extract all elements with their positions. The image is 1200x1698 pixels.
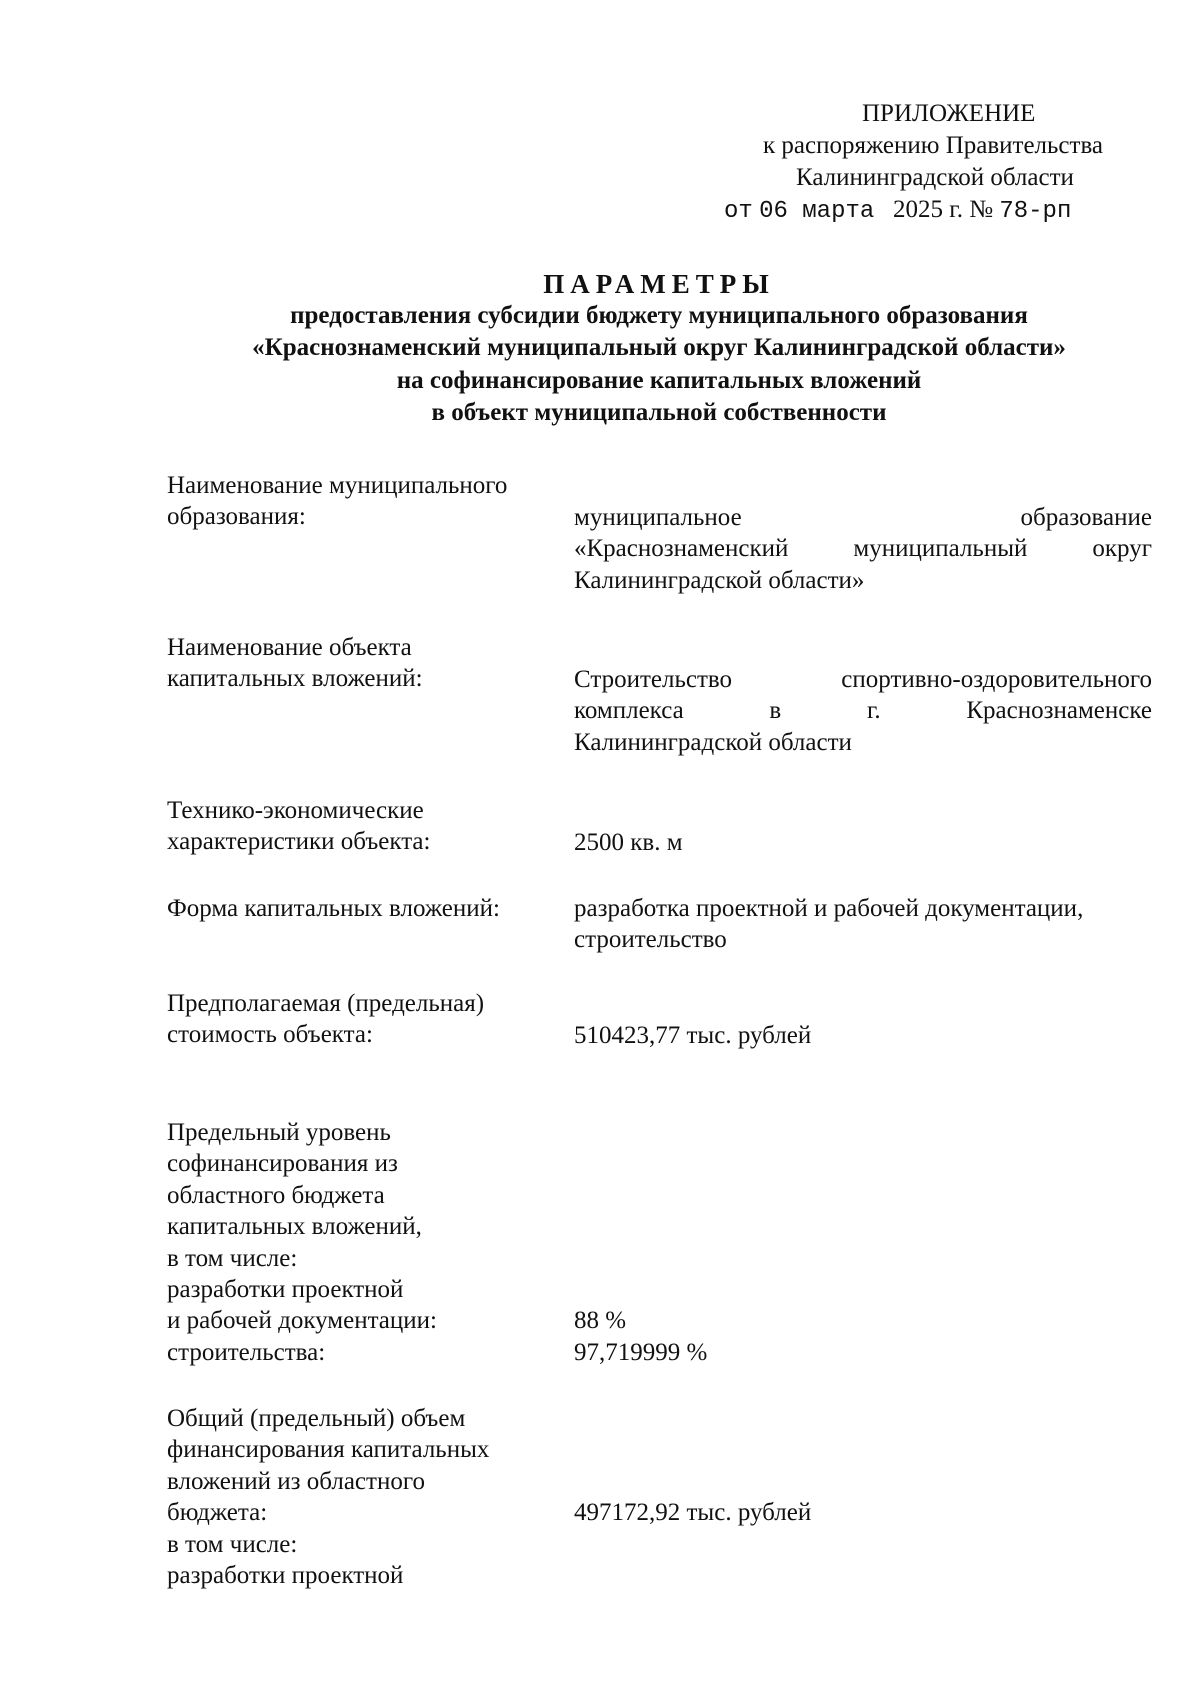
value-word: образование — [1020, 504, 1152, 531]
label-line: вложений из областного — [167, 1467, 425, 1495]
param-value-design: 88 % — [574, 1307, 627, 1334]
label-line: капитальных вложений, — [167, 1213, 422, 1241]
value-line — [574, 695, 1152, 726]
label-line: бюджета: — [167, 1499, 268, 1527]
value-line — [574, 533, 1152, 564]
param-label — [167, 632, 567, 695]
param-value — [574, 502, 1152, 596]
param-value: 497172,92 тыс. рублей — [574, 1499, 812, 1526]
value-word: Строительство — [574, 666, 733, 693]
param-value — [574, 893, 1152, 956]
value-line: строительство — [574, 926, 727, 954]
label-line: и рабочей документации: — [167, 1307, 437, 1335]
label-line: Предполагаемая (предельная) — [167, 990, 485, 1017]
param-label — [167, 470, 567, 533]
label-line: стоимость объекта: — [167, 1021, 373, 1049]
title-heading: ПАРАМЕТРЫ — [543, 269, 775, 299]
value-line — [574, 664, 1152, 695]
value-word: муниципальное — [574, 504, 742, 531]
date-prefix: от — [724, 198, 753, 225]
value-word: округ — [1092, 535, 1152, 563]
value-line: разработка проектной и рабочей документации, — [574, 895, 1084, 922]
document-title — [0, 268, 1200, 429]
title-subtitle-line: предоставления субсидии бюджету муниципального образования — [290, 302, 1028, 330]
label-line: областного бюджета — [167, 1181, 385, 1209]
param-label — [167, 1403, 567, 1591]
label-line: разработки проектной — [167, 1562, 404, 1590]
label-line: софинансирования из — [167, 1150, 398, 1178]
date-year: 2025 г. № — [893, 196, 994, 223]
param-label — [167, 1117, 567, 1368]
param-value: 510423,77 тыс. рублей — [574, 1022, 812, 1049]
label-line: Технико-экономические — [167, 797, 424, 824]
label-line: разработки проектной — [167, 1276, 404, 1304]
appendix-title: ПРИЛОЖЕНИЕ — [862, 100, 1036, 127]
label-line: Предельный уровень — [167, 1119, 391, 1146]
title-subtitle-line: на софинансирование капитальных вложений — [396, 366, 922, 394]
label-line: Наименование муниципального — [167, 472, 508, 499]
label-line: Наименование объекта — [167, 634, 412, 661]
value-word: в — [769, 697, 782, 725]
value-word: г. — [866, 697, 881, 725]
param-label — [167, 988, 567, 1051]
label-line: в том числе: — [167, 1244, 298, 1272]
title-subtitle-line: в объект муниципальной собственности — [431, 398, 887, 426]
order-number: 78-рп — [999, 198, 1072, 225]
value-line: Калининградской области — [574, 728, 852, 756]
param-value: 2500 кв. м — [574, 829, 683, 856]
label-line: в том числе: — [167, 1530, 298, 1558]
value-word: спортивно-оздоровительного — [841, 666, 1152, 693]
label-line: капитальных вложений: — [167, 665, 423, 693]
value-word: комплекса — [574, 697, 684, 725]
value-word: Краснознаменске — [966, 697, 1152, 725]
title-subtitle-line: «Краснознаменский муниципальный округ Калининградской области» — [252, 334, 1066, 362]
appendix-line-region: Калининградской области — [796, 164, 1074, 191]
appendix-date-line — [724, 194, 1071, 228]
label-line: образования: — [167, 503, 306, 531]
date-value: 06 марта — [759, 198, 875, 225]
param-value-construction: 97,719999 % — [574, 1339, 708, 1366]
value-word: муниципальный — [853, 535, 1028, 563]
value-line: Калининградской области» — [574, 566, 865, 594]
label-line: Общий (предельный) объем — [167, 1405, 466, 1432]
appendix-line-order: к распоряжению Правительства — [763, 132, 1104, 159]
label-line: строительства: — [167, 1338, 326, 1366]
value-word: «Краснознаменский — [574, 535, 789, 563]
param-label — [167, 795, 567, 858]
param-label: Форма капитальных вложений: — [167, 895, 500, 922]
param-value — [574, 664, 1152, 758]
value-line — [574, 502, 1152, 533]
label-line: характеристики объекта: — [167, 828, 431, 856]
label-line: финансирования капитальных — [167, 1436, 490, 1464]
